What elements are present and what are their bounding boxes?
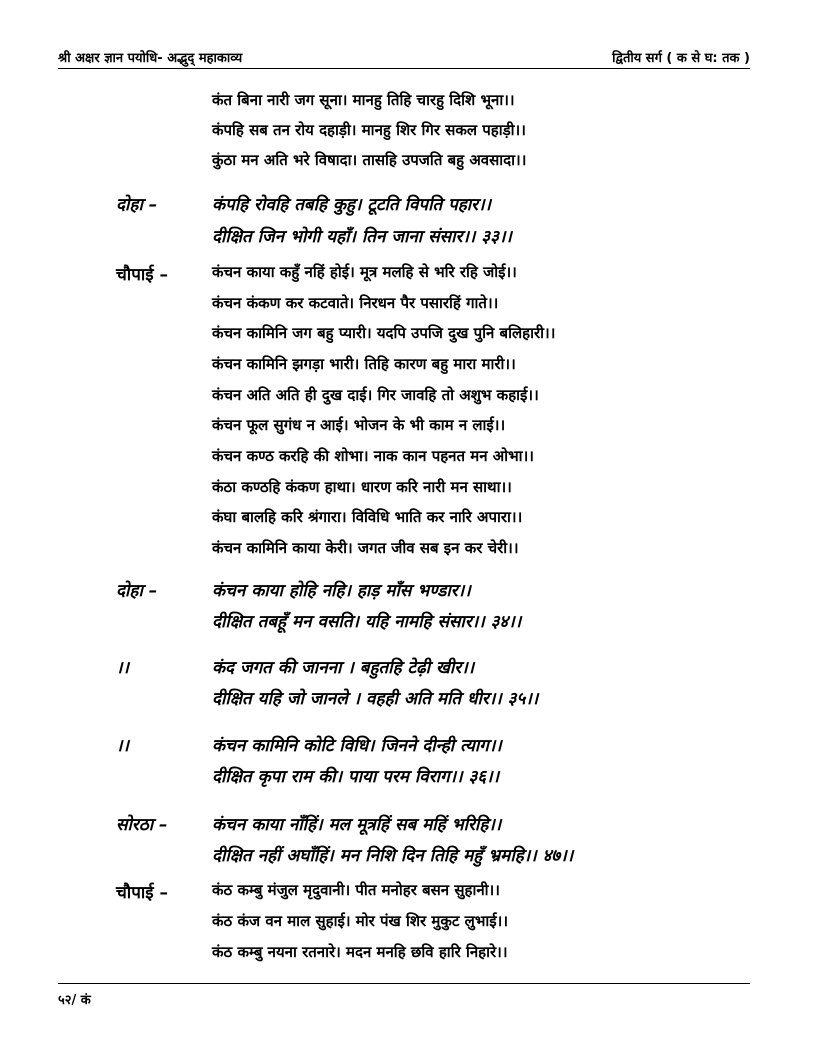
verse-line: दीक्षित नहीं अघाँहिं। मन निशि दिन तिहि महुँ भ्रमहि।। ४७।।	[212, 846, 574, 866]
book-title: श्री अक्षर ज्ञान पयोधि- अद्भुद् महाकाव्य	[58, 51, 243, 66]
verse-line: कंचन कामिनि जग बहु प्यारी। यदपि उपजि दुख पुनि बलिहारी।।	[212, 324, 556, 342]
verse-line: कुंठा मन अति भरे विषादा। तासहि उपजति बहु अवसादा।।	[212, 151, 527, 169]
verse-type-label: दोहा –	[116, 195, 158, 215]
chapter-title: द्वितीय सर्ग ( क से घ: तक )	[612, 51, 750, 66]
footer-divider	[58, 983, 750, 984]
verse-line: कंचन कामिनि झगड़ा भारी। तिहि कारण बहु मारा मारी।।	[212, 355, 516, 373]
verse-line: कंद जगत की जानना । बहुतहि टेढ़ी खीर।।	[212, 658, 475, 678]
verse-type-label: चौपाई –	[116, 883, 169, 903]
header-divider	[58, 68, 750, 69]
verse-line: कंठ कम्बु नयना रतनारे। मदन मनहि छवि हारि निहारे।।	[212, 943, 508, 961]
verse-line: कंपहि रोवहि तबहि कुहु। टूटति विपति पहार।।	[212, 195, 492, 215]
verse-type-label: ।।	[116, 658, 129, 678]
verse-line: दीक्षित यहि जो जानले । वहही अति मति धीर।। ३५।।	[212, 689, 539, 709]
verse-line: कंत बिना नारी जग सूना। मानहु तिहि चारहु दिशि भूना।।	[212, 91, 515, 109]
verse-type-label: ।।	[116, 736, 129, 756]
verse-type-label: सोरठा –	[116, 815, 168, 835]
verse-line: कंठा कण्ठहि कंकण हाथा। धारण करि नारी मन साथा।।	[212, 478, 512, 496]
verse-line: कंठ कम्बु मंजुल मृदुवानी। पीत मनोहर बसन सुहानी।।	[212, 881, 500, 899]
verse-line: कंचन कंकण कर कटवाते। निरधन पैर पसारहिं गाते।।	[212, 294, 499, 312]
verse-type-label: दोहा –	[116, 581, 158, 601]
verse-line: कंघा बालहि करि श्रंगारा। विविधि भाति कर नारि अपारा।।	[212, 508, 523, 526]
verse-line: कंचन काया होहि नहि। हाड़ माँस भण्डार।।	[212, 581, 471, 601]
verse-line: कंचन कामिनि काया केरी। जगत जीव सब इन कर चेरी।।	[212, 539, 519, 557]
verse-line: कंपहि सब तन रोय दहाड़ी। मानहु शिर गिर सकल पहाड़ी।।	[212, 121, 526, 139]
verse-type-label: चौपाई –	[116, 265, 169, 285]
verse-line: कंचन कण्ठ करहि की शोभा। नाक कान पहनत मन ओभा।।	[212, 447, 534, 465]
verse-line: दीक्षित तबहूँ मन वसति। यहि नामहि संसार।। ३४।।	[212, 612, 522, 632]
verse-line: कंचन अति अति ही दुख दाई। गिर जावहि तो अशुभ कहाई।।	[212, 386, 539, 404]
page-number: ५२/ कं	[58, 993, 91, 1008]
verse-line: कंचन काया कहुँ नहिं होई। मूत्र मलहि से भरि रहि जोई।।	[212, 263, 517, 281]
verse-line: कंचन कामिनि कोटि विधि। जिनने दीन्ही त्याग।।	[212, 736, 502, 756]
verse-line: दीक्षित कृपा राम की। पाया परम विराग।। ३६।।	[212, 767, 500, 787]
verse-line: कंचन फूल सुगंध न आई। भोजन के भी काम न लाई।।	[212, 416, 506, 434]
verse-line: कंचन काया नाँहिं। मल मूत्रहिं सब महिं भरिहि।।	[212, 815, 502, 835]
verse-line: कंठ कंज वन माल सुहाई। मोर पंख शिर मुकुट लुभाई।।	[212, 912, 509, 930]
verse-line: दीक्षित जिन भोगी यहाँ। तिन जाना संसार।। ३३।।	[212, 227, 512, 247]
page-header	[58, 44, 750, 66]
